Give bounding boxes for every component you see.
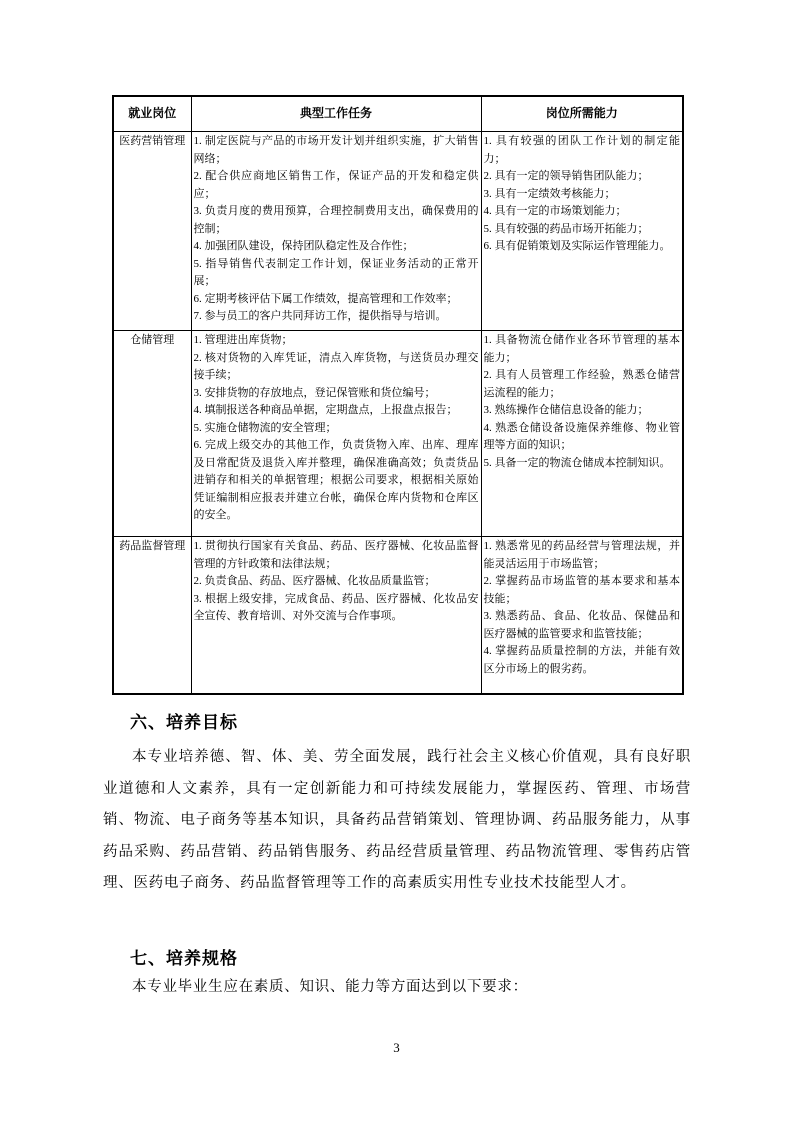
ability-item: 5. 具有较强的药品市场开拓能力； xyxy=(483,222,649,235)
task-item: 6. 定期考核评估下属工作绩效，提高管理和工作效率； xyxy=(193,292,458,305)
section-heading-training-objectives: 六、培养目标 xyxy=(130,713,238,732)
task-item: 1. 贯彻执行国家有关食品、药品、医疗器械、化妆品监督管理的方针政策和法律法规； xyxy=(193,540,479,570)
employment-positions-table xyxy=(112,95,684,695)
ability-item: 4. 熟悉仓储设备设施保养维修、物业管理等方面的知识； xyxy=(483,421,680,451)
ability-item: 6. 具有促销策划及实际运作管理能力。 xyxy=(483,240,671,252)
task-item: 2. 配合供应商地区销售工作，保证产品的开发和稳定供应； xyxy=(193,170,479,200)
task-item: 3. 负责月度的费用预算，合理控制费用支出，确保费用的控制； xyxy=(193,205,479,235)
ability-item: 1. 具备物流仓储作业各环节管理的基本能力； xyxy=(483,334,680,364)
position-name: 医药营销管理 xyxy=(113,132,191,331)
ability-item: 1. 具有较强的团队工作计划的制定能力； xyxy=(483,135,680,165)
tasks-cell xyxy=(191,331,481,537)
header-required-abilities: 岗位所需能力 xyxy=(481,96,683,132)
abilities-cell xyxy=(481,132,683,331)
task-item: 4. 填制报送各种商品单据，定期盘点，上报盘点报告； xyxy=(193,404,458,416)
ability-item: 4. 掌握药品质量控制的方法，并能有效区分市场上的假劣药。 xyxy=(483,645,680,675)
ability-item: 2. 掌握药品市场监管的基本要求和基本技能； xyxy=(483,575,680,605)
task-item: 1. 管理进出库货物； xyxy=(193,334,293,346)
ability-item: 5. 具备一定的物流仓储成本控制知识。 xyxy=(483,456,671,469)
task-item: 7. 参与员工的客户共同拜访工作，提供指导与培训。 xyxy=(193,310,447,322)
task-item: 3. 安排货物的存放地点，登记保管账和货位编号； xyxy=(193,386,436,399)
tasks-cell xyxy=(191,132,481,331)
table-row-warehouse-management xyxy=(113,331,683,537)
tasks-cell xyxy=(191,537,481,695)
abilities-cell xyxy=(481,537,683,695)
table-row-pharma-marketing xyxy=(113,132,683,331)
training-objectives-paragraph: 本专业培养德、智、体、美、劳全面发展，践行社会主义核心价值观，具有良好职业道德和人文素养，具有一定创新能力和可持续发展能力，掌握医药、管理、市场营销、物流、电子商务等基本知识，具备药品营销策划、管理协调、药品服务能力，从事药品采购、药品营销、药品销售服务、药品经营质量管理、药品物流管理、零售药店管理、医药电子商务、药品监督管理等工作的高素质实用性专业技术技能型人才。 xyxy=(103,749,691,891)
ability-item: 3. 具有一定绩效考核能力； xyxy=(483,187,616,200)
training-specifications-paragraph: 本专业毕业生应在素质、知识、能力等方面达到以下要求： xyxy=(132,979,528,995)
task-item: 5. 指导销售代表制定工作计划，保证业务活动的正常开展； xyxy=(193,257,479,287)
task-item: 1. 制定医院与产品的市场开发计划并组织实施，扩大销售网络； xyxy=(193,135,479,165)
ability-item: 2. 具有一定的领导销售团队能力； xyxy=(483,170,649,182)
table-header-row xyxy=(113,96,683,132)
ability-item: 3. 熟练操作仓储信息设备的能力； xyxy=(483,404,649,416)
ability-item: 1. 熟悉常见的药品经营与管理法规，并能灵活运用于市场监管； xyxy=(483,540,680,570)
position-name: 仓储管理 xyxy=(113,331,191,537)
section-heading-training-specifications: 七、培养规格 xyxy=(130,949,238,968)
task-item: 3. 根据上级安排，完成食品、药品、医疗器械、化妆品安全宣传、教育培训、对外交流与合作事项。 xyxy=(193,592,479,622)
ability-item: 3. 熟悉药品、食品、化妆品、保健品和医疗器械的监管要求和监管技能； xyxy=(483,610,680,640)
task-item: 5. 实施仓储物流的安全管理； xyxy=(193,421,337,434)
ability-item: 4. 具有一定的市场策划能力； xyxy=(483,205,627,217)
header-employment-position: 就业岗位 xyxy=(113,96,191,132)
header-typical-tasks: 典型工作任务 xyxy=(191,96,481,132)
abilities-cell xyxy=(481,331,683,537)
task-item: 2. 负责食品、药品、医疗器械、化妆品质量监管； xyxy=(193,575,436,587)
task-item: 6. 完成上级交办的其他工作，负责货物入库、出库、理库及日常配货及退货入库并整理，确保准确高效；负责货品进销存和相关的单据管理；根据公司要求，根据相关原始凭证编制相应报表并建立台帐，确保仓库内货物和仓库区的安全。 xyxy=(193,439,479,521)
page-number: 3 xyxy=(393,1040,400,1055)
table-row-drug-supervision xyxy=(113,537,683,695)
ability-item: 2. 具有人员管理工作经验，熟悉仓储营运流程的能力； xyxy=(483,369,680,399)
position-name: 药品监督管理 xyxy=(113,537,191,695)
task-item: 2. 核对货物的入库凭证，清点入库货物，与送货员办理交接手续； xyxy=(193,351,479,381)
task-item: 4. 加强团队建设，保持团队稳定性及合作性； xyxy=(193,240,414,252)
